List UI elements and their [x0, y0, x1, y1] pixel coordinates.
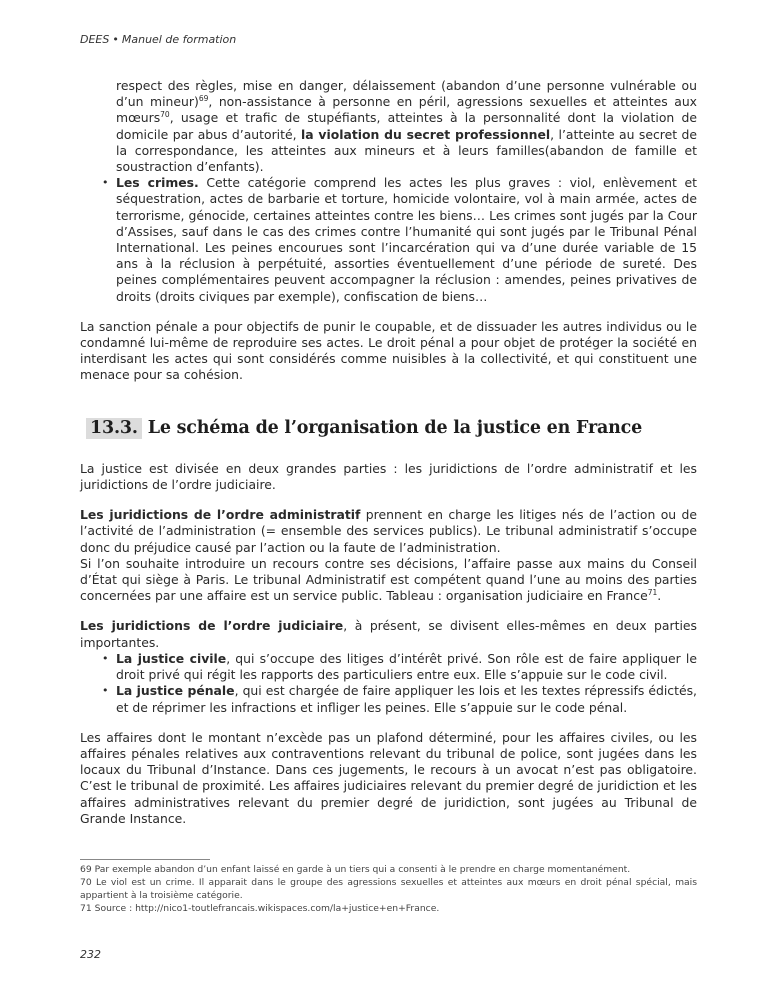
footnote-divider [80, 859, 210, 860]
footnote-69: 69 Par exemple abandon d’un enfant laissé en garde à un tiers qui a consenti à le prendre en charge momentanément. [80, 864, 631, 875]
bold-phrase: la violation du secret professionnel [300, 126, 551, 142]
footnote-ref-69[interactable]: 69 [198, 94, 209, 104]
page-body [80, 78, 697, 827]
crimes-text: Cette catégorie comprend les actes les plus graves : viol, enlèvement et séquestration, actes de barbarie et torture, homicide volontaire, vol à main armée, actes de terrorisme, génocide, certaines atteintes contre les biens… Les crimes sont jugés par la Cour d’Assises, sauf dans le cas des crimes contre l’humanité qui sont jugés par le Tribunal Pénal International. Les peines encourues sont l’incarcération qui va d’une durée variable de 15 ans à la réclusion à perpétuité, assorties éventuellement d’une période de sureté. Des peines complémentaires peuvent accompagner la réclusion : amendes, peines privatives de droits (droits civiques par exemple), confiscation de biens… [116, 175, 697, 304]
crimes-title: Les crimes. [116, 175, 199, 191]
intro-paragraph: La justice est divisée en deux grandes parties : les juridictions de l’ordre administratif et les juridictions de l’ordre judiciaire. [80, 460, 697, 493]
crimes-list [80, 175, 697, 305]
bullet-marker: • [102, 176, 109, 190]
judiciaire-bold: Les juridictions de l’ordre judiciaire [80, 618, 344, 634]
admin-bold: Les juridictions de l’ordre administratif [80, 507, 361, 523]
judiciaire-paragraph: Les juridictions de l’ordre judiciaire, à présent, se divisent elles-mêmes en deux parties importantes. [80, 618, 697, 650]
page-number: 232 [80, 948, 101, 961]
list-item-penale: • La justice pénale, qui est chargée de faire appliquer les lois et les textes répressifs édictés, et de réprimer les infractions et infliger les peines. Elle s’appuie sur le code pénal. [102, 683, 697, 715]
book-title: DEES [80, 33, 110, 46]
list-item-crimes [102, 175, 697, 305]
footnote-ref-71[interactable]: 71 [647, 588, 658, 598]
section-title: Le schéma de l’organisation de la justice en France [147, 417, 643, 438]
book-subtitle: Manuel de formation [121, 33, 237, 46]
admin-paragraph-2: Si l’on souhaite introduire un recours contre ses décisions, l’affaire passe aux mains du Conseil d’État qui siège à Paris. Le tribunal Administratif est compétent quand l’une au moins des parties concernées par une affaire est un service public. Tableau : organisation judiciaire en France$^{71}$. [80, 555, 697, 604]
footnote-71[interactable]: 71 Source : http://nico1-toutlefrancais.wikispaces.com/la+justice+en+France. [80, 903, 440, 914]
bullet-marker: • [102, 651, 109, 665]
sanction-paragraph: La sanction pénale a pour objectifs de punir le coupable, et de dissuader les autres individus ou le condamné lui-même de reproduire ses actes. Le droit pénal a pour objet de protéger la société en interdisant les actes qui sont considérés comme nuisibles à la collectivité, et qui constituent une menace pour sa cohésion. [80, 318, 697, 383]
section-number: 13.3. [86, 418, 142, 439]
running-header [80, 33, 236, 46]
justice-list [80, 651, 697, 716]
continued-paragraph: respect des règles, mise en danger, délaissement (abandon d’une personne vulnérable ou d’un mineur)$^{69}$, non-assistance à personne en péril, agressions sexuelles et atteintes aux mœurs$^{70}$, usage et trafic de stupéfiants, atteintes à la personnalité dont la violation de domicile par abus d’autorité, la violation du secret professionnel, l’atteinte au secret de la correspondance, les atteintes aux mineurs et à leurs familles(abandon de famille et soustraction d’enfants). [116, 78, 698, 175]
header-separator: • [112, 33, 119, 46]
footnote-70: 70 Le viol est un crime. Il apparait dans le groupe des agressions sexuelles et atteintes aux mœurs en droit pénal spécial, mais appartient à la troisième catégorie. [80, 877, 697, 901]
affaires-paragraph: Les affaires dont le montant n’excède pas un plafond déterminé, pour les affaires civiles, ou les affaires pénales relatives aux contraventions relevant du tribunal de police, sont jugées dans les locaux du Tribunal d’Instance. Dans ces jugements, le recours à un avocat n’est pas obligatoire. C’est le tribunal de proximité. Les affaires judiciaires relevant du premier degré de juridiction et les affaires administratives relevant du premier degré de juridiction, sont jugées au Tribunal de Grande Instance. [80, 729, 697, 826]
bullet-marker: • [102, 684, 109, 698]
footnote-ref-70[interactable]: 70 [160, 110, 170, 120]
list-item-civile: • La justice civile, qui s’occupe des litiges d’intérêt privé. Son rôle est de faire appliquer le droit privé qui régit les rapports des particuliers entre eux. Elle s’appuie sur le code civil. [102, 650, 697, 683]
section-heading [86, 418, 697, 439]
footnotes [80, 859, 697, 915]
admin-paragraph: Les juridictions de l’ordre administratif prennent en charge les litiges nés de l’action ou de l’activité de l’administration (= ensemble des services publics). Le tribunal administratif s’occupe donc du préjudice causé par l’action ou la faute de l’administration. [80, 507, 698, 555]
